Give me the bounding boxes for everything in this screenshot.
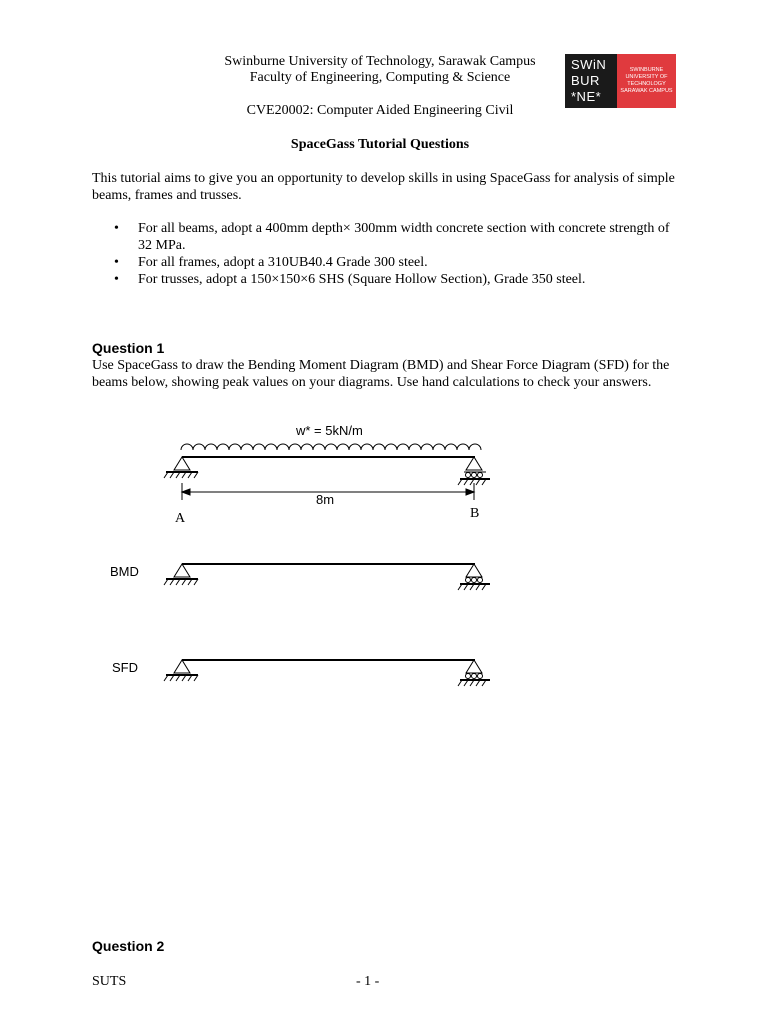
distributed-load-symbol <box>181 444 481 450</box>
logo-tagline: SWINBURNE UNIVERSITY OF TECHNOLOGY SARAWAK CAMPUS <box>617 54 676 108</box>
list-item: • For all beams, adopt a 400mm depth× 300mm width concrete section with concrete strength of 32 MPa. <box>114 221 670 253</box>
question-1-text: Use SpaceGass to draw the Bending Moment Diagram (BMD) and Shear Force Diagram (SFD) for the beams below, showing peak values on your diagrams. Use hand calculations to check your answers. <box>92 358 670 390</box>
intro-paragraph: This tutorial aims to give you an opportunity to develop skills in using SpaceGass for analysis of simple beams, frames and trusses. <box>92 171 675 203</box>
bmd-beam <box>164 564 490 590</box>
roller-support-icon <box>458 457 490 485</box>
university-name: Swinburne University of Technology, Sarawak Campus <box>224 54 536 69</box>
sfd-label: SFD <box>112 660 138 675</box>
faculty-name: Faculty of Engineering, Computing & Science <box>249 70 511 85</box>
span-label: 8m <box>316 492 335 507</box>
page-title: SpaceGass Tutorial Questions <box>290 137 470 152</box>
sfd-beam <box>164 660 490 686</box>
page-number: - 1 - <box>356 974 380 989</box>
list-item: • For all frames, adopt a 310UB40.4 Grade 300 steel. <box>114 255 428 270</box>
pin-support-icon <box>164 457 198 478</box>
logo-wordmark: SWiN BUR *NE* <box>565 54 617 108</box>
footer-left: SUTS <box>92 974 127 989</box>
support-b-label: B <box>470 506 480 521</box>
bmd-label: BMD <box>110 564 139 579</box>
course-title: CVE20002: Computer Aided Engineering Civil <box>246 103 514 118</box>
question-2-heading: Question 2 <box>92 938 165 954</box>
support-a-label: A <box>175 511 186 526</box>
list-item: • For trusses, adopt a 150×150×6 SHS (Square Hollow Section), Grade 350 steel. <box>114 272 586 287</box>
load-label: w* = 5kN/m <box>296 423 363 438</box>
question-1-heading: Question 1 <box>92 340 165 356</box>
